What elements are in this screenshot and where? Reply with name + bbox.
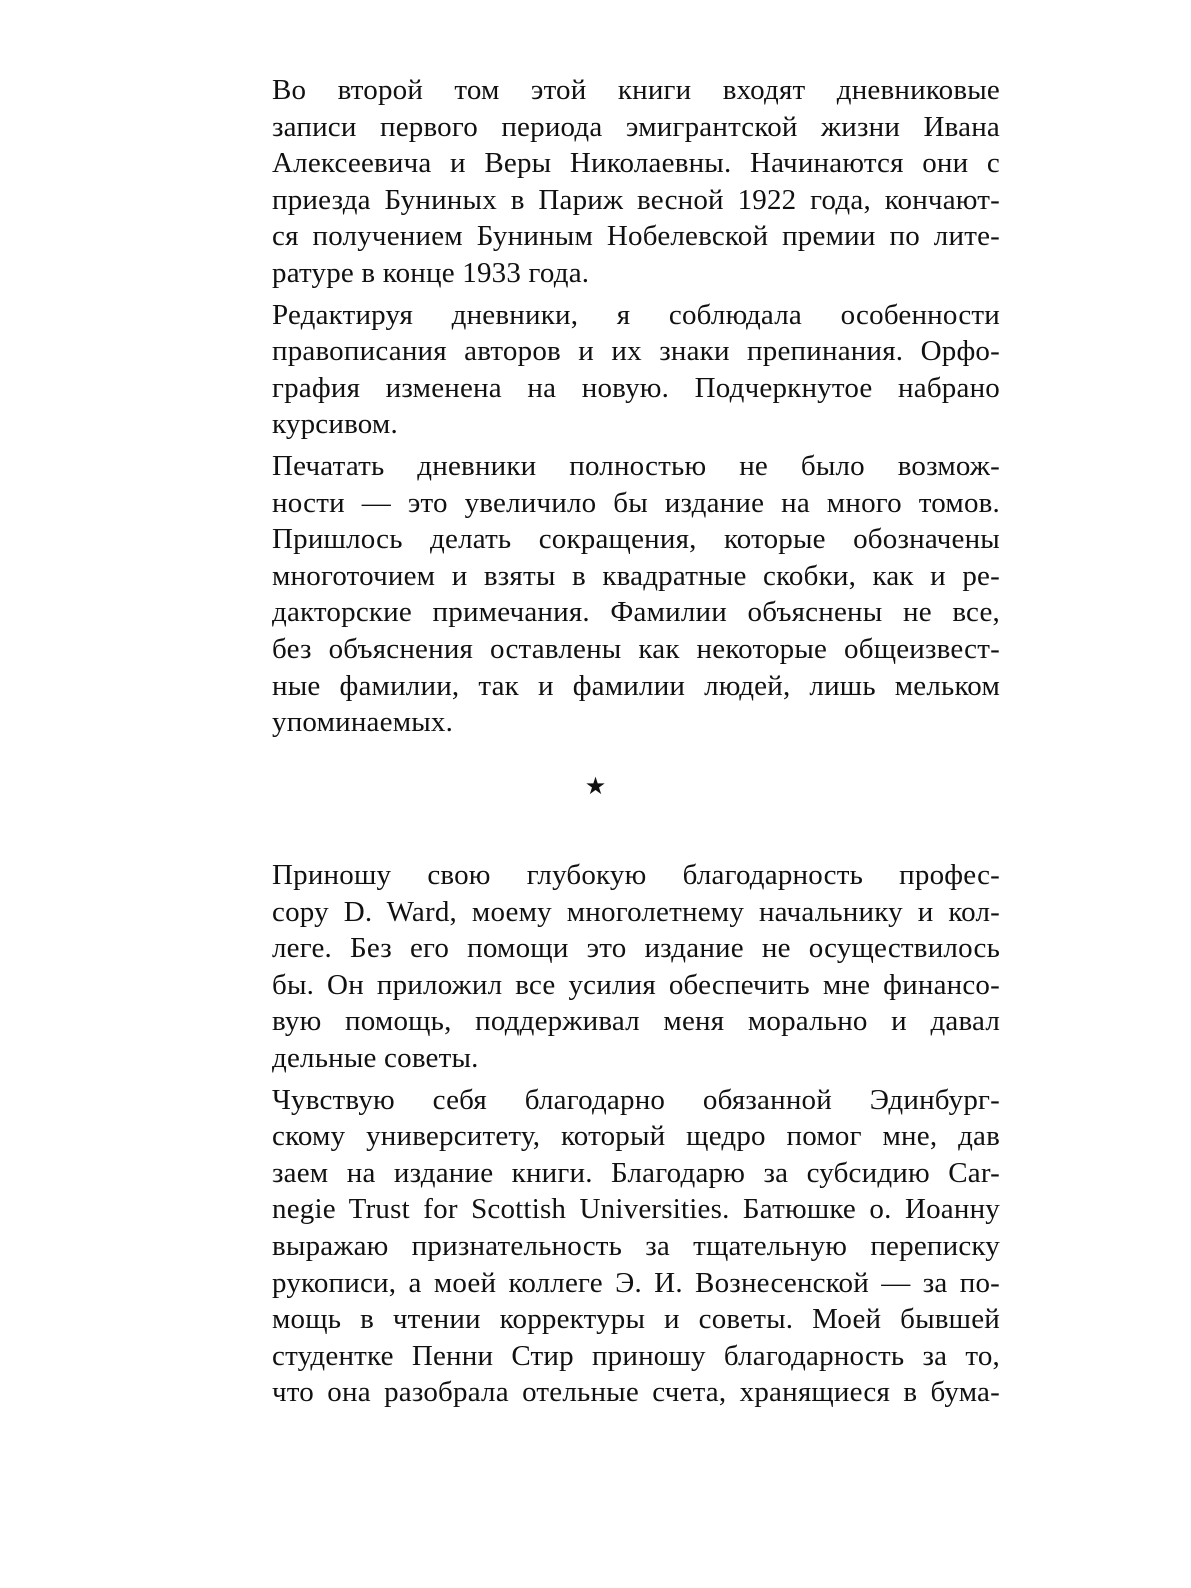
paragraph-editing-notes <box>214 297 1000 443</box>
text-line: леге. Без его помощи это издание не осуществилось <box>272 932 1000 965</box>
text-line: студентке Пенни Стир приношу благодарность за то, <box>272 1339 1000 1372</box>
text-line: ратуре в конце 1933 года. <box>272 256 590 289</box>
acknowledgements-section <box>214 857 1000 1416</box>
text-line: вую помощь, поддерживал меня морально и давал <box>272 1005 1000 1038</box>
text-line: ности — это увеличило бы издание на много томов. <box>272 486 1000 519</box>
text-line: мощь в чтении корректуры и советы. Моей бывшей <box>272 1303 1000 1336</box>
text-line: упоминаемых. <box>272 706 454 739</box>
intro-section <box>214 72 1000 746</box>
text-line: дельные советы. <box>272 1041 479 1074</box>
text-line: Редактируя дневники, я соблюдала особенности <box>272 298 1000 331</box>
text-line: выражаю признательность за тщательную переписку <box>272 1229 1000 1262</box>
text-line: negie Trust for Scottish Universities. Батюшке о. Иоанну <box>272 1193 1000 1226</box>
text-line: ные фамилии, так и фамилии людей, лишь мельком <box>272 669 1000 702</box>
paragraph-thanks-ward <box>214 857 1000 1077</box>
text-line: курсивом. <box>272 408 398 441</box>
text-line: Печатать дневники полностью не было возмож- <box>272 449 1000 482</box>
section-separator-star-icon: ★ <box>584 772 607 800</box>
text-line: заем на издание книги. Благодарю за субсидию Car- <box>272 1156 1000 1189</box>
text-line: записи первого периода эмигрантской жизни Ивана <box>272 110 1000 143</box>
text-line: что она разобрала отельные счета, хранящиеся в бума- <box>272 1376 1000 1409</box>
paragraph-thanks-others <box>214 1082 1000 1411</box>
paragraph-volume-contents <box>214 72 1000 292</box>
text-line: дакторские примечания. Фамилии объяснены не все, <box>272 596 1000 629</box>
text-line: Во второй том этой книги входят дневниковые <box>272 74 1000 106</box>
text-line: Приношу свою глубокую благодарность профес- <box>272 859 1000 891</box>
paragraph-abridgement <box>214 448 1000 741</box>
text-line: рукописи, а моей коллеге Э. И. Вознесенской — за по- <box>272 1266 1000 1299</box>
text-line: Пришлось делать сокращения, которые обозначены <box>272 523 1000 556</box>
text-line: Чувствую себя благодарно обязанной Эдинбург- <box>272 1083 1000 1116</box>
text-line: графия изменена на новую. Подчеркнутое набрано <box>272 371 1000 404</box>
text-line: правописания авторов и их знаки препинания. Орфо- <box>272 335 1000 368</box>
text-line: приезда Буниных в Париж весной 1922 года, кончают- <box>272 183 1000 216</box>
text-line: многоточием и взяты в квадратные скобки, как и ре- <box>272 559 1000 592</box>
text-line: бы. Он приложил все усилия обеспечить мне финансо- <box>272 968 1000 1001</box>
text-line: без объяснения оставлены как некоторые общеизвест- <box>272 632 1000 665</box>
text-line: ся получением Буниным Нобелевской премии по лите- <box>272 220 1000 253</box>
text-line: сору D. Ward, моему многолетнему начальнику и кол- <box>272 895 1000 928</box>
text-line: Алексеевича и Веры Николаевны. Начинаются они с <box>272 147 1000 180</box>
text-line: скому университету, который щедро помог мне, дав <box>272 1120 1000 1153</box>
